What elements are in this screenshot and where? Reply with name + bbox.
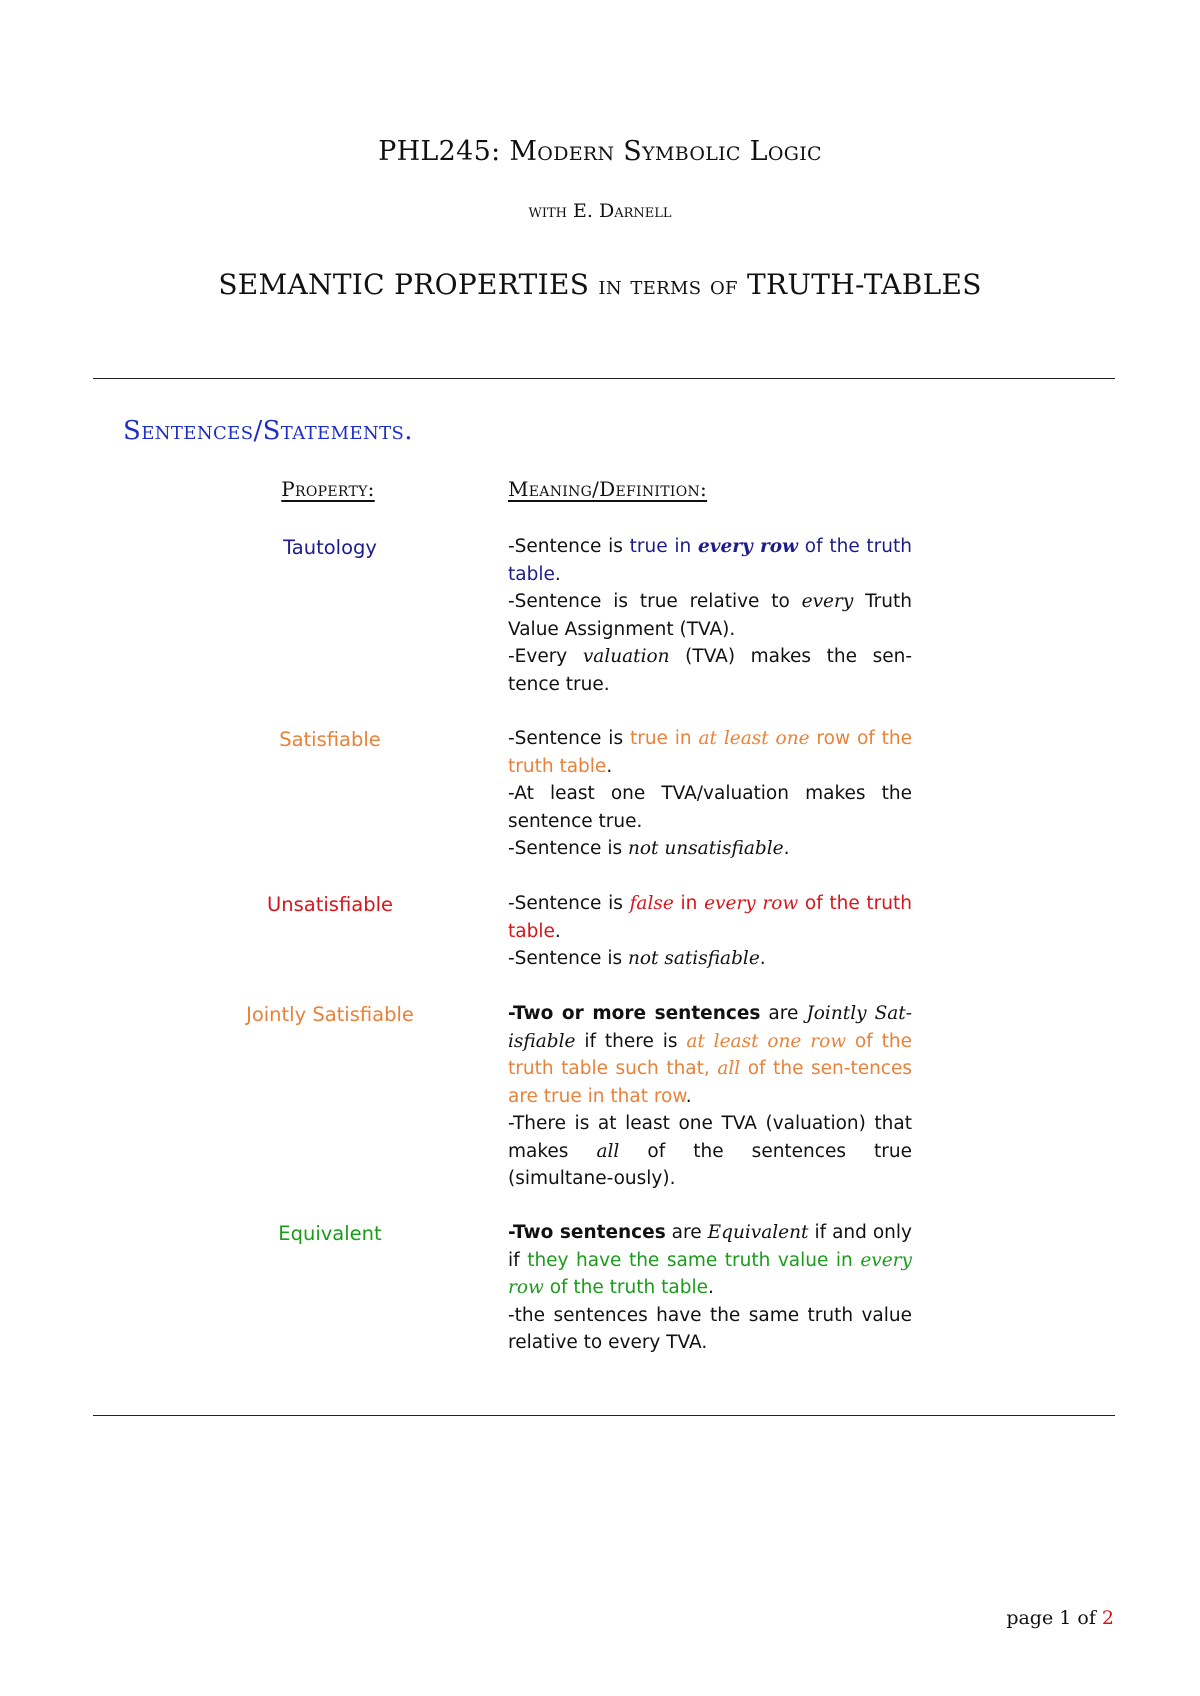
definition-line: -the sentences have the same truth value relative to every TVA.: [508, 1304, 912, 1353]
definition-line: -There is at least one TVA (valuation) that makes all of the sentences true (simultane-ously).: [508, 1113, 912, 1189]
definition-unsatisfiable: [508, 890, 912, 973]
author-text: with E. Darnell: [528, 200, 672, 222]
definition-equivalent: [508, 1219, 912, 1357]
bottom-divider: [93, 1415, 1115, 1416]
definition-line: -Sentence is not unsatisfiable.: [508, 838, 790, 859]
definition-line: -Sentence is true relative to every Truth Value Assignment (TVA).: [508, 591, 912, 640]
document-title: PHL245: Modern Symbolic Logic: [378, 136, 822, 167]
page-number: [1006, 1607, 1114, 1629]
property-satisfiable: Satisfiable: [279, 728, 381, 751]
definition-line: -Sentence is not satisfiable.: [508, 948, 766, 969]
section-heading: Sentences/Statements.: [123, 416, 413, 446]
property-tautology: Tautology: [283, 536, 377, 559]
definition-line: -Two sentences are Equivalent if and only if they have the same truth value in every row of the truth table.: [508, 1222, 912, 1298]
definition-satisfiable: [508, 725, 912, 863]
property-equivalent: Equivalent: [278, 1222, 382, 1245]
property-jointly-satisfiable: Jointly Satisfiable: [246, 1003, 414, 1026]
subject-part1: SEMANTIC PROPERTIES: [218, 268, 590, 301]
column-header-meaning: Meaning/Definition:: [508, 477, 708, 501]
top-divider: [93, 378, 1115, 379]
definition-line: -At least one TVA/valuation makes the sentence true.: [508, 783, 912, 832]
document-subject: [0, 268, 1200, 301]
page-number-prefix: page 1 of: [1006, 1607, 1096, 1629]
column-header-property: Property:: [281, 477, 375, 501]
definition-line: -Sentence is true in at least one row of the truth table.: [508, 728, 913, 777]
definition-line: -Every valuation (TVA) makes the sen-tence true.: [508, 646, 912, 695]
subject-mid: in terms of: [598, 271, 738, 301]
definition-tautology: [508, 533, 912, 698]
definition-line: -Two or more sentences are Jointly Sat-isfiable if there is at least one row of the truth table such that, all of the sen-tences are true in that row.: [508, 1003, 912, 1107]
author-line: [0, 200, 1200, 222]
page-number-total[interactable]: 2: [1101, 1607, 1114, 1629]
definition-line: -Sentence is true in every row of the truth table.: [508, 536, 912, 585]
subject-part2: TRUTH-TABLES: [747, 268, 982, 301]
definition-jointly-satisfiable: [508, 1000, 912, 1193]
definition-line: -Sentence is false in every row of the truth table.: [508, 893, 912, 942]
property-unsatisfiable: Unsatisfiable: [267, 893, 393, 916]
